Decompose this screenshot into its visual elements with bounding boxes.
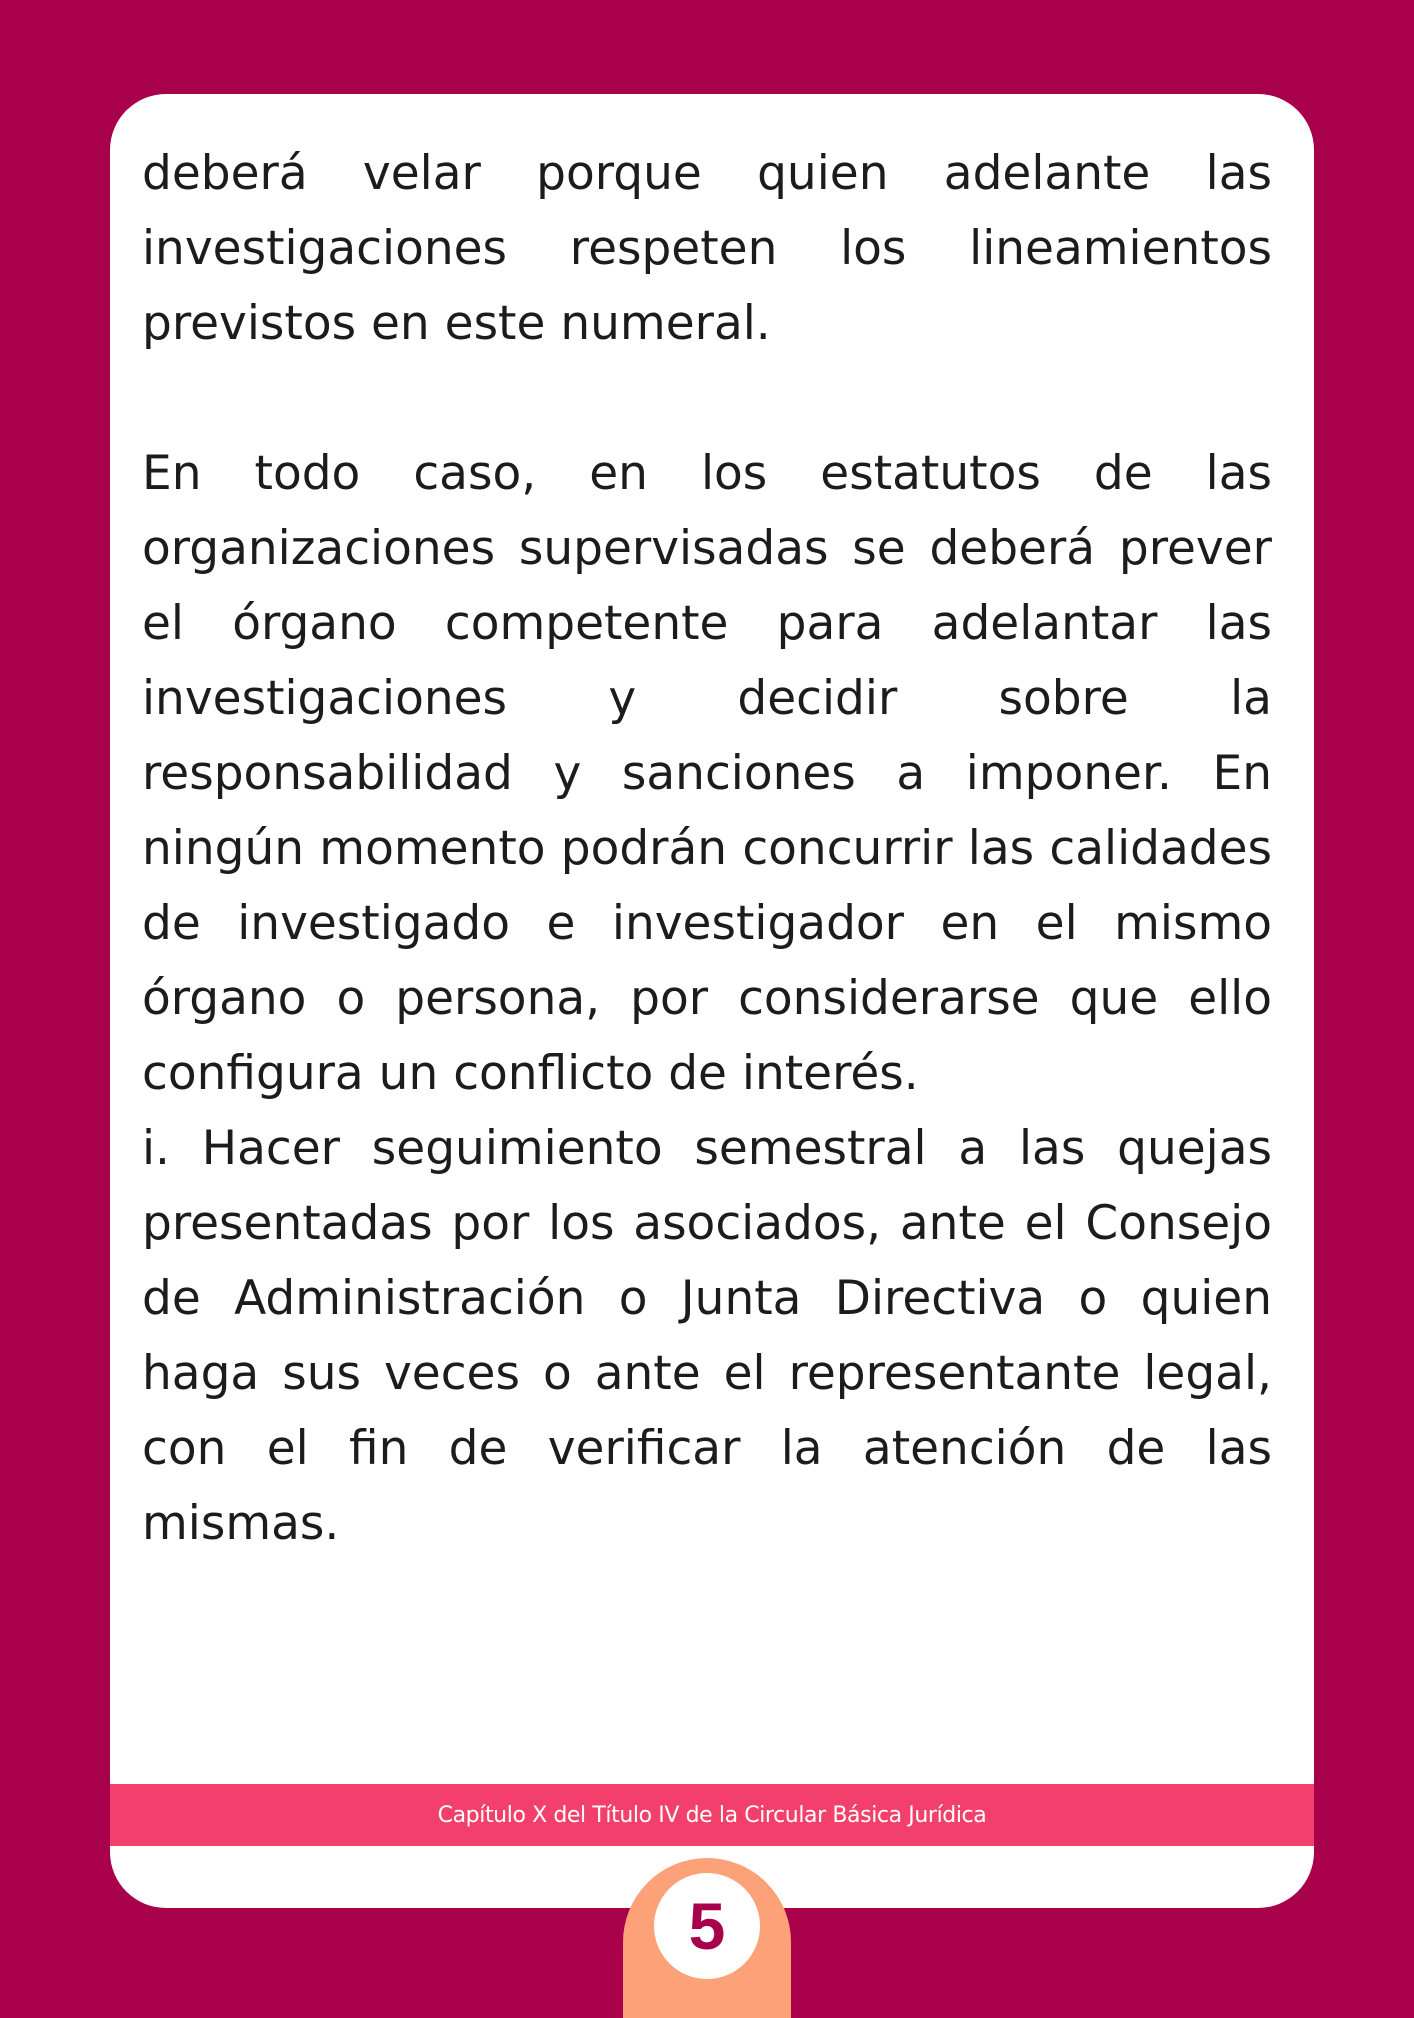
paragraph-1: deberá velar porque quien adelante las investigaciones respeten los lineamientos previstos en este numeral.	[142, 146, 1272, 351]
page-number: 5	[688, 1889, 726, 1963]
paragraph-3: i. Hacer seguimiento semestral a las quejas presentadas por los asociados, ante el Consejo de Administración o Junta Directiva o quien haga sus veces o ante el representante legal, con el fin de verificar la atención de las mismas.	[142, 1121, 1272, 1551]
footer-text: Capítulo X del Título IV de la Circular Básica Jurídica	[437, 1802, 987, 1828]
paragraph-spacer	[142, 361, 1272, 436]
footer-band	[110, 1784, 1314, 1846]
content-card	[110, 94, 1314, 1908]
page-number-badge	[654, 1873, 760, 1979]
paragraph-2: En todo caso, en los estatutos de las organizaciones supervisadas se deberá prever el órgano competente para adelantar las investigaciones y decidir sobre la responsabilidad y sanciones a imponer. En ningún momento podrán concurrir las calidades de investigado e investigador en el mismo órgano o persona, por considerarse que ello configura un conflicto de interés.	[142, 446, 1272, 1101]
body-text	[142, 136, 1272, 1561]
